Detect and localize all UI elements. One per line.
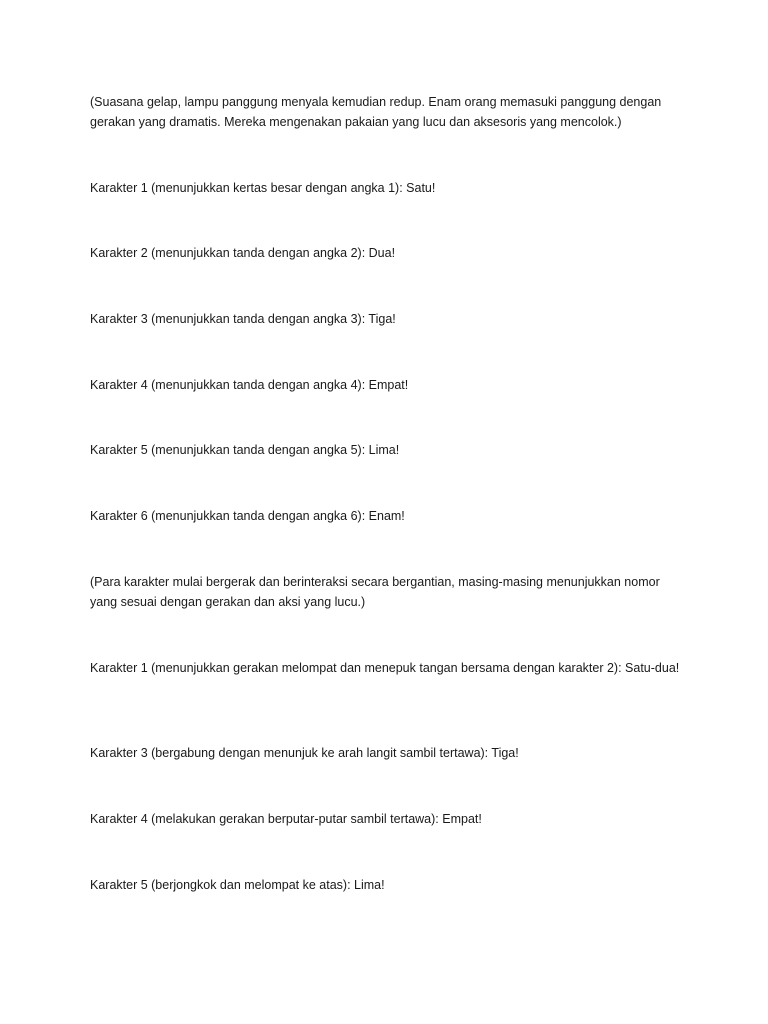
dialogue-line-karakter-5b: Karakter 5 (berjongkok dan melompat ke atas): Lima! — [90, 878, 385, 892]
dialogue-line-karakter-1-2: Karakter 1 (menunjukkan gerakan melompat dan menepuk tangan bersama dengan karakter 2): Satu-dua! — [90, 661, 680, 675]
dialogue-line-karakter-4b: Karakter 4 (melakukan gerakan berputar-putar sambil tertawa): Empat! — [90, 812, 482, 826]
dialogue-line-karakter-1: Karakter 1 (menunjukkan kertas besar dengan angka 1): Satu! — [90, 181, 436, 195]
dialogue-line-karakter-3: Karakter 3 (menunjukkan tanda dengan angka 3): Tiga! — [90, 312, 396, 326]
dialogue-line-karakter-6: Karakter 6 (menunjukkan tanda dengan angka 6): Enam! — [90, 509, 405, 523]
stage-direction-interaction: (Para karakter mulai bergerak dan berinteraksi secara bergantian, masing-masing menunjukkan nomor yang sesuai dengan gerakan dan aksi yang lucu.) — [90, 575, 660, 609]
dialogue-line-karakter-5: Karakter 5 (menunjukkan tanda dengan angka 5): Lima! — [90, 443, 400, 457]
dialogue-line-karakter-2: Karakter 2 (menunjukkan tanda dengan angka 2): Dua! — [90, 246, 396, 260]
dialogue-line-karakter-4: Karakter 4 (menunjukkan tanda dengan angka 4): Empat! — [90, 378, 409, 392]
dialogue-line-karakter-3b: Karakter 3 (bergabung dengan menunjuk ke arah langit sambil tertawa): Tiga! — [90, 746, 519, 760]
stage-direction-opening: (Suasana gelap, lampu panggung menyala kemudian redup. Enam orang memasuki panggung dengan gerakan yang dramatis. Mereka mengenakan pakaian yang lucu dan aksesoris yang mencolok.) — [90, 95, 662, 129]
